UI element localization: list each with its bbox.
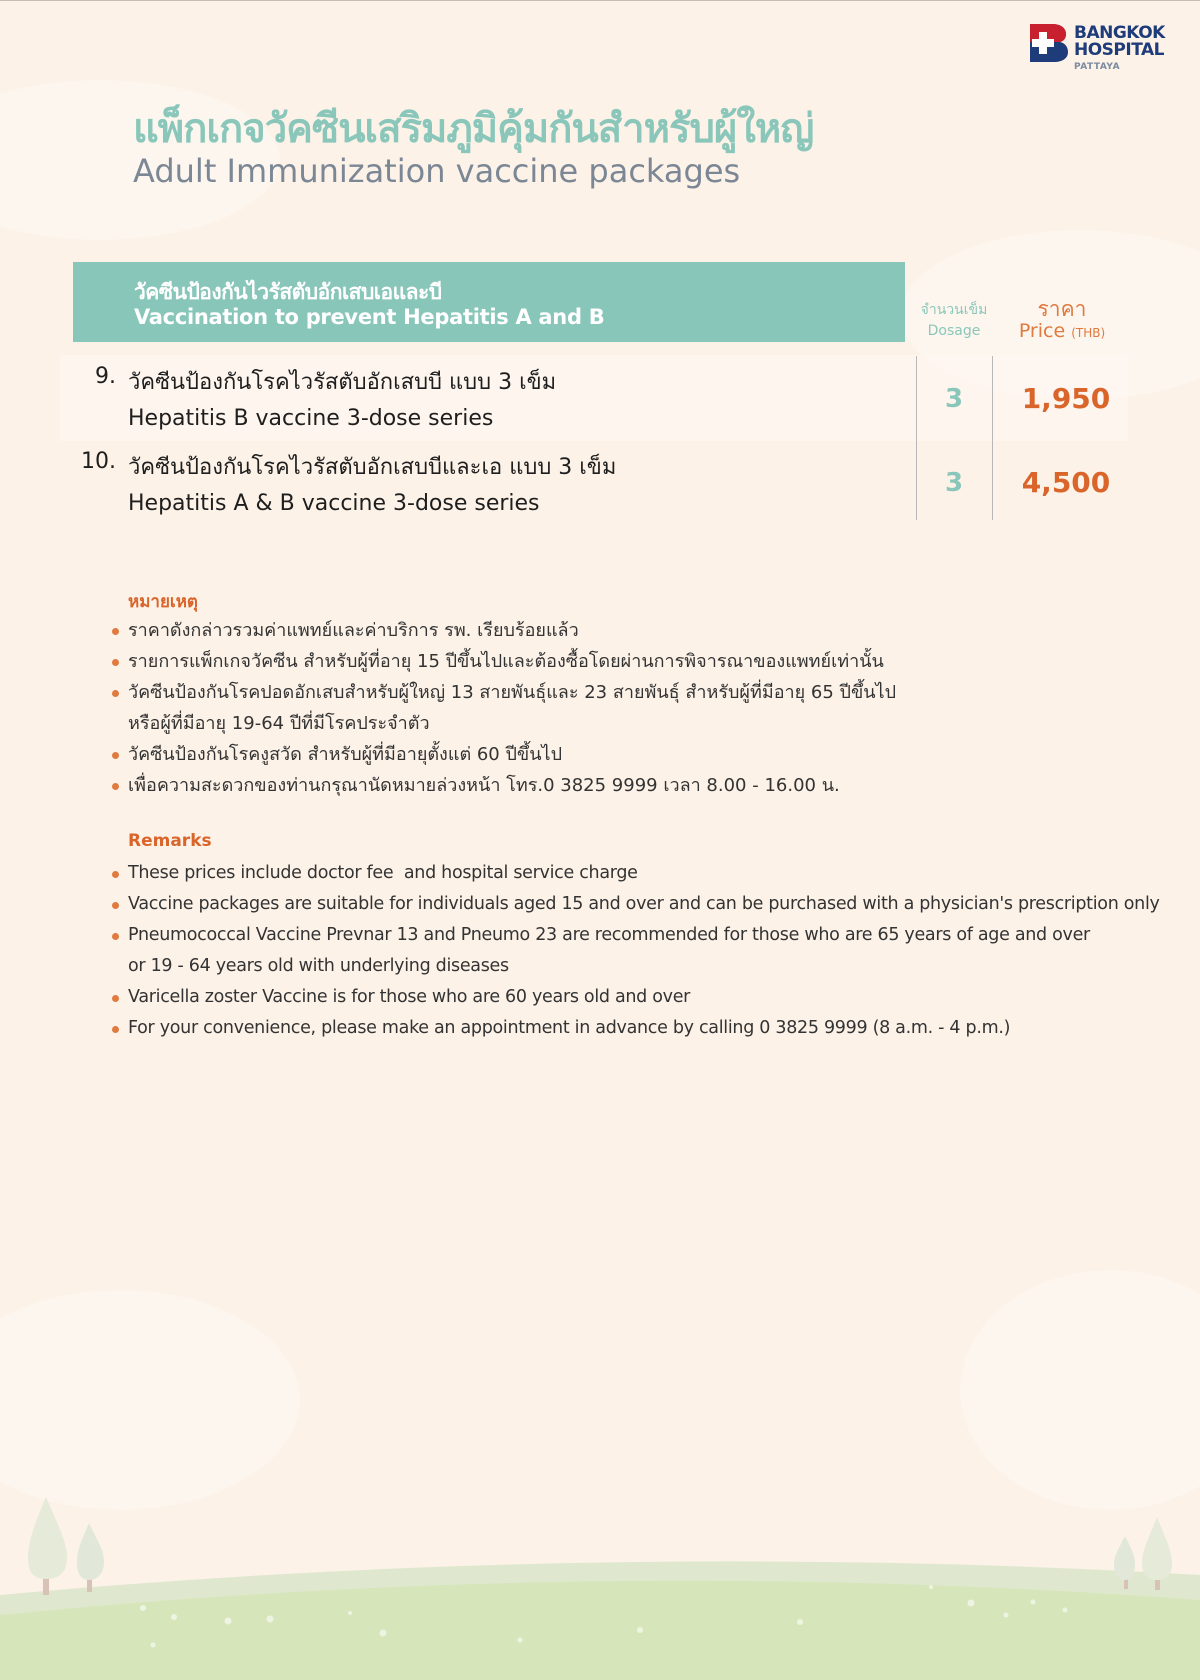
bullet-icon [112,659,119,666]
landscape-illustration [0,1480,1200,1680]
note-item: วัคซีนป้องกันโรคงูสวัด สำหรับผู้ที่มีอายุตั้งแต่ 60 ปีขึ้นไป [112,739,896,770]
note-item: Varicella zoster Vaccine is for those who are 60 years old and over [112,982,1160,1013]
logo-text-hospital: HOSPITAL [1074,40,1164,60]
item-price: 1,950 [1021,382,1111,415]
item-dosage: 3 [944,384,964,414]
bullet-icon [112,752,119,759]
price-header-english: Price [1018,320,1066,342]
hospital-cross-icon [1030,24,1068,62]
background-cloud [0,1290,300,1510]
bullet-icon [112,628,119,635]
item-number: 9. [95,364,116,389]
bangkok-hospital-logo [1030,24,1190,76]
note-item: Pneumococcal Vaccine Prevnar 13 and Pneumo 23 are recommended for those who are 65 years of age and over or 19 - 64 years old with underlying diseases [112,920,1160,982]
bullet-icon [112,783,119,790]
logo-text-pattaya: PATTAYA [1074,62,1121,72]
bullet-icon [112,871,119,878]
notes-list-thai [112,615,896,801]
note-item: รายการแพ็กเกจวัคซีน สำหรับผู้ที่อายุ 15 ปีขึ้นไปและต้องซื้อโดยผ่านการพิจารณาของแพทย์เท่านั้น [112,646,896,677]
item-price: 4,500 [1021,466,1111,499]
price-header-thai: ราคา [1037,297,1087,321]
price-unit: (THB) [1071,326,1106,340]
tree-icon [28,1497,67,1595]
logo-text-bangkok: BANGKOK [1074,23,1165,43]
notes-list-english [112,858,1160,1044]
dosage-column-header [906,300,1002,342]
note-item: These prices include doctor fee and hospital service charge [112,858,1160,889]
note-item: ราคาดังกล่าวรวมค่าแพทย์และค่าบริการ รพ. เรียบร้อยแล้ว [112,615,896,646]
bullet-icon [112,1026,119,1033]
section-title-thai: วัคซีนป้องกันไวรัสตับอักเสบเอและบี [134,280,442,304]
background-cloud [960,1270,1200,1510]
item-name-thai: วัคซีนป้องกันโรคไวรัสตับอักเสบบี แบบ 3 เข็ม [128,370,557,395]
dosage-header-thai: จำนวนเข็ม [920,302,988,318]
note-item: For your convenience, please make an appointment in advance by calling 0 3825 9999 (8 a.m. - 4 p.m.) [112,1013,1160,1044]
bullet-icon [112,933,119,940]
dosage-header-english: Dosage [927,323,981,339]
notes-heading-english: Remarks [128,831,212,851]
notes-heading-thai: หมายเหตุ [128,592,198,612]
item-name-english: Hepatitis B vaccine 3-dose series [128,406,494,431]
bullet-icon [112,902,119,909]
item-number: 10. [81,449,116,474]
bullet-icon [112,995,119,1002]
section-title-english: Vaccination to prevent Hepatitis A and B [134,305,605,329]
item-name-english: Hepatitis A & B vaccine 3-dose series [128,491,540,516]
note-item: Vaccine packages are suitable for individuals aged 15 and over and can be purchased with a physician's prescription only [112,889,1160,920]
item-dosage: 3 [944,468,964,498]
tree-icon [77,1523,104,1592]
section-header [73,262,905,342]
price-column-header [1000,298,1124,344]
note-item: เพื่อความสะดวกของท่านกรุณานัดหมายล่วงหน้า โทร.0 3825 9999 เวลา 8.00 - 16.00 น. [112,770,896,801]
item-name-thai: วัคซีนป้องกันโรคไวรัสตับอักเสบบีและเอ แบบ 3 เข็ม [128,455,617,480]
top-border [0,0,1200,1]
note-item: วัคซีนป้องกันโรคปอดอักเสบสำหรับผู้ใหญ่ 13 สายพันธุ์และ 23 สายพันธุ์ สำหรับผู้ที่มีอายุ 65 ปีขึ้นไป หรือผู้ที่มีอายุ 19-64 ปีที่มีโรคประจำตัว [112,677,896,739]
page-title-thai: แพ็กเกจวัคซีนเสริมภูมิคุ้มกันสำหรับผู้ใหญ่ [133,106,814,152]
page-title-english: Adult Immunization vaccine packages [133,152,741,190]
bullet-icon [112,690,119,697]
